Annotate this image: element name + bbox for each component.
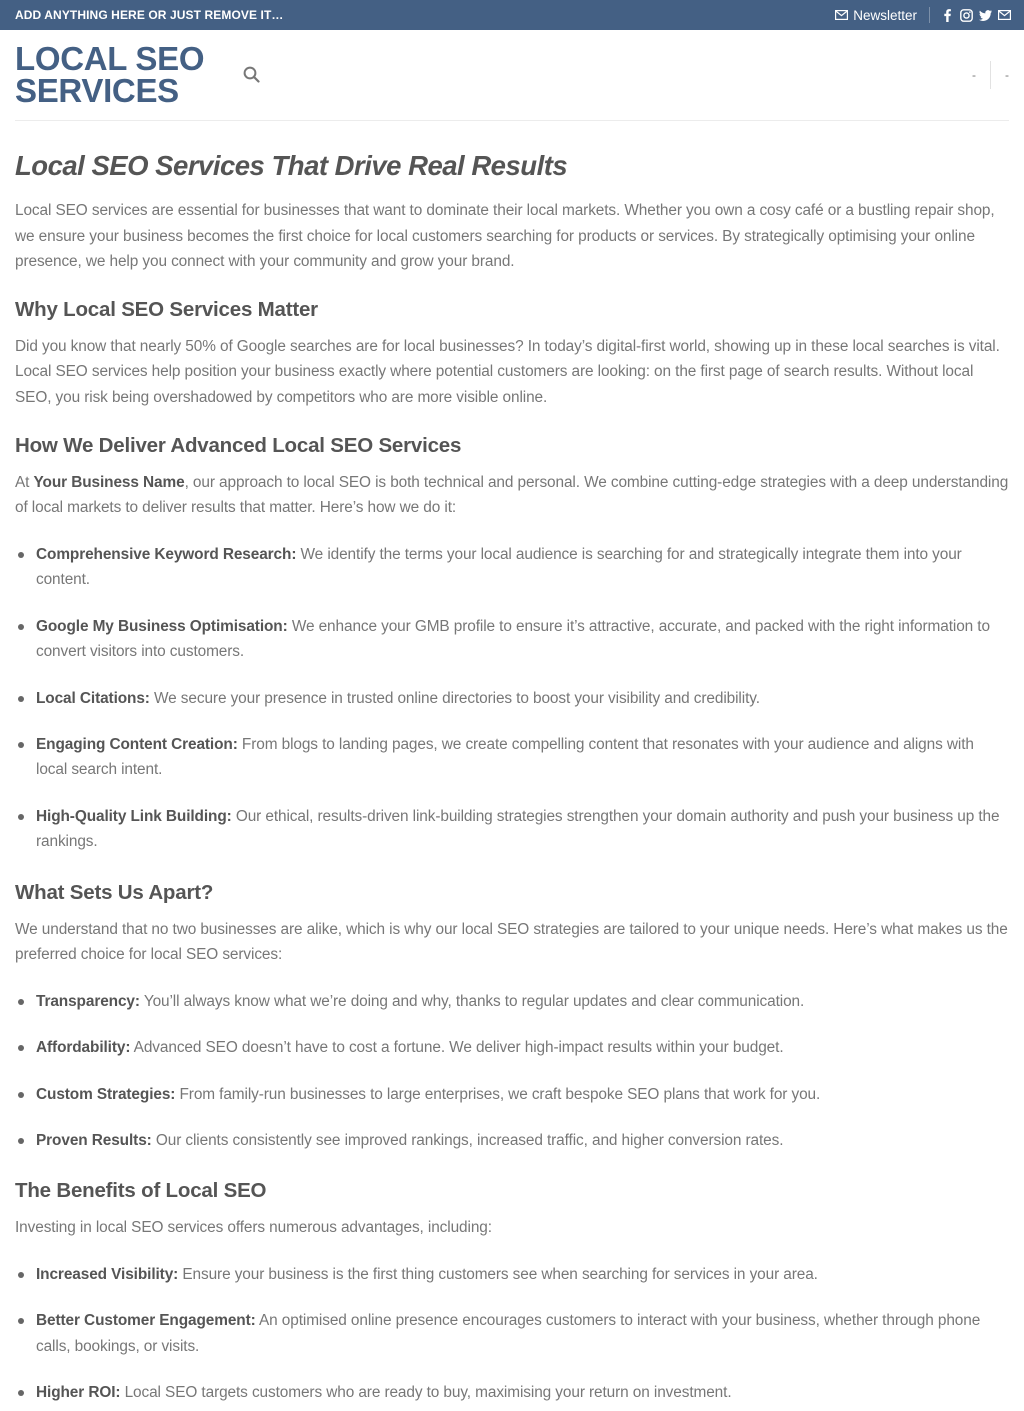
services-list [15,542,1009,855]
list-item-text: Local SEO targets customers who are ready to buy, maximising your return on investment. [120,1384,732,1402]
list-item [15,686,1009,712]
section-heading: Why Local SEO Services Matter [15,297,318,321]
facebook-icon[interactable] [938,7,957,23]
list-item-text: We secure your presence in trusted online directories to boost your visibility and credibility. [149,689,760,707]
instagram-icon[interactable] [957,7,976,23]
list-item-label: Transparency: [36,993,140,1011]
section-heading: How We Deliver Advanced Local SEO Services [15,433,462,457]
top-bar-right [835,0,1014,30]
newsletter-link[interactable] [835,8,917,23]
list-item-text: Our clients consistently see improved rankings, increased traffic, and higher conversion rates. [151,1131,784,1149]
list-item [15,1308,1009,1359]
list-item-label: Affordability: [36,1039,131,1057]
list-item [15,1082,1009,1108]
list-item-text: Advanced SEO doesn’t have to cost a fortune. We deliver high-impact results within your budget. [130,1039,784,1057]
article-content [15,148,1009,1411]
top-bar-divider [929,7,930,23]
intro-paragraph: Local SEO services are essential for businesses that want to dominate their local markets. Whether you own a cosy café or a bustling repair shop, we ensure your business becomes the first choice for local customers searching for products or services. By strategically optimising your online presence, we help you connect with your community and grow your brand. [15,202,995,271]
list-item [15,1035,1009,1061]
list-item-label: Better Customer Engagement: [36,1312,256,1330]
newsletter-label: Newsletter [853,7,917,23]
header-link-2[interactable]: - [1005,68,1009,82]
section-paragraph: We understand that no two businesses are alike, which is why our local SEO strategies are tailored to your unique needs. Here’s what makes us the preferred choice for local SEO services: [15,920,1008,964]
logo-line-1: LOCAL SEO [15,40,205,77]
advantages-list [15,989,1009,1153]
list-item-text: You’ll always know what we’re doing and why, thanks to regular updates and clear communication. [139,993,805,1011]
list-item [15,1380,1009,1406]
twitter-icon[interactable] [976,7,995,23]
list-item-label: Custom Strategies: [36,1085,176,1103]
section-paragraph [15,470,1009,521]
list-item [15,542,1009,593]
text-fragment: At [15,473,34,491]
list-item-text: Ensure your business is the first thing customers see when searching for services in your area. [178,1266,818,1284]
search-icon[interactable] [243,66,260,88]
list-item [15,732,1009,783]
list-item-text: From family-run businesses to large enterprises, we craft bespoke SEO plans that work for you. [175,1085,821,1103]
list-item [15,614,1009,665]
list-item-label: High-Quality Link Building: [36,807,232,825]
site-logo[interactable] [15,40,215,109]
logo-line-2: SERVICES [15,72,179,109]
section-paragraph: Investing in local SEO services offers numerous advantages, including: [15,1219,492,1237]
list-item-text: We identify the terms your local audience is searching for and strategically integrate them into your content. [36,545,962,589]
list-item [15,1128,1009,1154]
section-heading: What Sets Us Apart? [15,880,214,904]
email-icon[interactable] [995,7,1014,23]
top-bar-text: ADD ANYTHING HERE OR JUST REMOVE IT… [15,8,284,22]
list-item-text: An optimised online presence encourages customers to interact with your business, whether through phone calls, bookings, or visits. [36,1312,981,1355]
header-divider-line [15,120,1009,121]
header-link-1[interactable]: - [972,68,976,82]
page-title: Local SEO Services That Drive Real Results [15,150,568,181]
site-header [0,30,1024,120]
list-item [15,804,1009,855]
list-item-label: Increased Visibility: [36,1266,179,1284]
header-nav [958,61,1009,89]
list-item-text: From blogs to landing pages, we create compelling content that resonates with your audience and aligns with local search intent. [36,735,974,779]
list-item [15,989,1009,1015]
section-heading: The Benefits of Local SEO [15,1179,267,1203]
list-item-text: We enhance your GMB profile to ensure it’s attractive, accurate, and packed with the right information to convert visitors into customers. [36,617,990,661]
envelope-icon [835,10,848,20]
social-icons [938,7,1014,23]
list-item-label: Comprehensive Keyword Research: [36,545,297,563]
text-fragment: , our approach to local SEO is both technical and personal. We combine cutting-edge strategies with a deep understanding of local markets to deliver results that matter. Here’s how we do it: [15,473,1009,517]
list-item-label: Engaging Content Creation: [36,735,238,753]
top-bar [0,0,1024,30]
benefits-list [15,1262,1009,1406]
list-item-label: Proven Results: [36,1131,152,1149]
business-name: Your Business Name [33,473,185,491]
list-item-label: Local Citations: [36,689,150,707]
list-item-label: Google My Business Optimisation: [36,617,288,635]
list-item [15,1262,1009,1288]
list-item-text: Our ethical, results-driven link-building strategies strengthen your domain authority and push your business up the rankings. [36,807,1000,851]
section-paragraph: Did you know that nearly 50% of Google searches are for local businesses? In today’s digital-first world, showing up in these local searches is vital. Local SEO services help position your business exactly where potential customers are looking: on the first page of search results. Without local SEO, you risk being overshadowed by competitors who are more visible online. [15,337,1000,406]
list-item-label: Higher ROI: [36,1384,121,1402]
